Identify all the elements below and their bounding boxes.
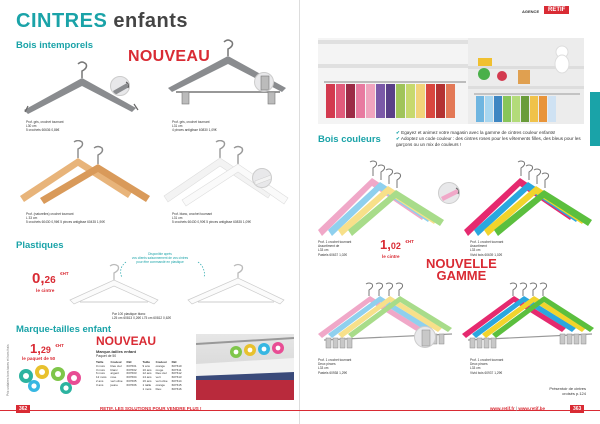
white-wood-caption [172,212,297,225]
pastel-hangers-image [314,160,454,240]
table-cell: vert olive [110,378,123,383]
marque-subtitle: Paquet de 50 [96,354,117,358]
plastic-caption [112,312,232,320]
caption-line: Deux pinces [318,362,336,367]
table-cell: bleu [155,386,162,391]
white-hanger-zoom [252,168,272,188]
nouveau-label: NOUVEAU [128,48,211,65]
footer-rule-right [300,410,600,411]
table-cell: 9 ans [142,363,150,368]
price-dec: 26 [44,275,56,286]
table-cell [96,388,111,392]
table-cell: 607614 [171,378,182,383]
caption-line: Vivid bois 60937 1,29€ [470,370,503,375]
grey-hanger-caption [26,120,116,133]
caption-line: Prof. blanc, crochet tournant [172,212,213,216]
section-bois-intemporels: Bois intemporels [16,40,94,51]
brand-logo: RETIF [544,6,569,14]
table-cell: 607604 [126,375,137,380]
section-marque-tailles: Marque-tailles enfant [16,324,112,335]
presentoir-note: Présentoir de cintres croisés p.124 [549,386,586,396]
table-cell: blanc [110,367,118,372]
table-cell: bleu ciel [110,363,122,368]
page-number-right: 363 [570,405,584,413]
bullet-item: ✔ Egayez et animez votre magasin avec la gamme de cintres couleur enfants! [396,130,556,135]
center-price-label: le cintre [382,254,400,259]
table-cell: 1 mois [142,386,152,391]
table-header: Taille [96,360,104,364]
marque-title: Marque-tailles enfant [96,349,137,354]
table-cell: 607603 [126,371,137,376]
caption-line: Prof. gris, crochet tournant [26,120,64,124]
natural-wood-caption [26,212,156,225]
table-header: Réf. [171,360,178,364]
table-cell: 1 taille [142,382,152,387]
table-header: Couleur [110,360,122,364]
price-int: 1, [30,341,41,356]
natural-wood-hangers-image [14,140,154,212]
table-cell: orange [155,363,165,368]
table-cell: rouge [155,367,164,372]
clothes-tags-photo [196,334,294,400]
pastel-caption [318,240,378,257]
table-cell: rose [110,375,117,380]
caption-line: Pastels 60637 1,02€ [318,252,348,257]
table-cell: 607616 [171,386,182,391]
table-cell: 6 mois [96,371,105,376]
caption-line: Deux pinces [470,362,488,367]
table-header: Couleur [155,360,167,364]
caption-line: Prof. (naturelles) crochet tournant [26,212,74,216]
pastel-clip-zoom [414,326,436,348]
vivid-clip-hangers-image [460,282,596,356]
caption-line: Prof. gris, crochet tournant [172,120,210,124]
store-photo [318,38,584,124]
page-title [16,10,188,33]
vivid-caption [470,240,530,257]
table-cell: 607601 [126,363,137,368]
section-side-tab [590,92,600,146]
table-cell [111,388,127,392]
price-dec: 29 [40,345,51,355]
caption-line: L25 cm 60813 0,26€ L75 cm 60812 0,62€ [112,316,172,321]
table-cell: argent [110,371,120,376]
grey-clip-hanger-caption [172,120,262,133]
center-price [380,236,414,254]
caption-line: L30 cm [26,124,37,129]
price-int: 0, [32,270,45,287]
caption-line: L31 cm [172,216,183,221]
table-cell: 607610 [171,363,182,368]
caption-line: L33 cm [318,248,329,253]
table-cell: 607611 [171,367,182,372]
price-unit: €HT [60,271,69,276]
table-header: Réf. [126,360,133,364]
caption-line: Prof. 1 crochet tournant [318,358,352,362]
table-cell: 14 ans [142,375,152,380]
price-unit: €HT [55,343,64,348]
table-cell: 16 ans [142,378,152,383]
caption-line: Vivid bois 60639 1,02€ [470,252,503,257]
marque-nouveau-label: NOUVEAU [96,334,157,348]
title-sub: enfants [113,10,188,32]
pastel-clip-hangers-image [314,282,460,356]
marque-table [96,361,186,391]
section-plastiques: Plastiques [16,240,64,251]
bullet-item: ✔ Adoptez un code couleur : des cintres roses pour les vêtements filles, des bleus pour les garçons ou un mix de couleurs ! [396,136,581,147]
caption-line: 5 crochets 60636 0,86€ [26,128,60,133]
web-link-fr[interactable]: www.retif.fr [490,406,515,411]
table-row [96,388,186,392]
table-header: Taille [142,360,150,364]
plastic-price [32,270,69,288]
table-cell: 12 ans [142,371,152,376]
table-cell: 607615 [171,382,182,387]
caption-line: L31 cm [172,124,183,129]
marque-price-label: le paquet de 50 [22,356,56,361]
footer-slogan: RETIF, LES SOLUTIONS POUR VENDRE PLUS ! [100,406,202,411]
table-cell: 3 mois [96,367,105,372]
caption-line: Assortiment [470,244,487,249]
vivid-hangers-image [462,160,596,236]
caption-line: 5 crochets 60430 0,90€ 5 pinces antiglisse 60835 1,09€ [172,220,251,225]
side-note: Prix unitaires hors taxes et hors frais [6,344,10,396]
table-cell: bleu ciel [155,371,167,376]
table-cell: 2 ans [96,378,104,383]
caption-line: L33 cm [318,366,329,371]
table-cell: 607606 [126,382,137,387]
caption-line: L33 cm [470,366,481,371]
table-cell: jaune [110,382,118,387]
right-page [300,0,600,424]
plastic-price-label: le cintre [36,289,55,294]
caption-line: Assortiment de [318,244,340,249]
plastic-note: Disponible après vos clients saisonnement de vos cintres pour être commandé en plastique [131,252,189,265]
table-cell: 607612 [171,371,182,376]
grey-clip-hanger-zoom [254,72,274,92]
table-cell: 10 ans [142,367,152,372]
table-cell: 3 ans [96,382,104,387]
caption-line: L33 cm [470,248,481,253]
bullet-list [396,130,582,148]
caption-line: 5 crochets 60430 0,96€ 5 pinces antiglisse 60435 1,90€ [26,220,105,225]
caption-line: 4 pinces antiglisse 60830 1,09€ [172,128,217,133]
table-cell: orange [155,382,165,387]
bullet-text: Adoptez un code couleur : des cintres roses pour les vêtements filles, des bleus pour les garçons ou un mix de couleurs ! [396,136,581,147]
nouvelle-gamme-label: NOUVELLE GAMME [426,256,497,283]
pastel-clip-caption [318,358,378,375]
price-dec: 02 [390,241,401,251]
grey-hanger-zoom [110,76,130,96]
table-cell: 0 mois [96,363,105,368]
table-cell: vert [155,375,161,380]
price-unit: €HT [405,239,414,244]
web-link-be[interactable]: www.retif.be [518,406,545,411]
caption-line: Prof. 1 crochet tournant [318,240,352,244]
agence-label: AGENCE [522,9,540,14]
price-int: 1, [380,237,391,252]
plastic-hangers-image [66,262,286,310]
title-main: CINTRES [16,10,108,32]
table-cell: 12 mois [96,375,107,380]
table-cell: 607605 [126,378,137,383]
caption-line: Prof. 1 crochet tournant [470,240,504,244]
table-cell: 607602 [126,367,137,372]
caption-line: L 33 cm [26,216,38,221]
page-number-left: 362 [16,405,30,413]
caption-line: Pastels 60938 1,29€ [318,370,348,375]
size-tags-image [14,362,90,394]
section-bois-couleurs: Bois couleurs [318,134,381,145]
vivid-clip-caption [470,358,530,375]
footer-web[interactable]: www.retif.fr | www.retif.be [490,406,545,411]
pastel-hanger-zoom [438,182,460,204]
caption-line: Prof. 1 crochet tournant [470,358,504,362]
table-cell [127,388,143,392]
table-cell: 607613 [171,375,182,380]
table-cell: vert olive [155,378,168,383]
caption-line: Par 100 plastique blanc [112,312,146,316]
bullet-text: Egayez et animez votre magasin avec la gamme de cintres couleur enfants! [401,130,556,135]
